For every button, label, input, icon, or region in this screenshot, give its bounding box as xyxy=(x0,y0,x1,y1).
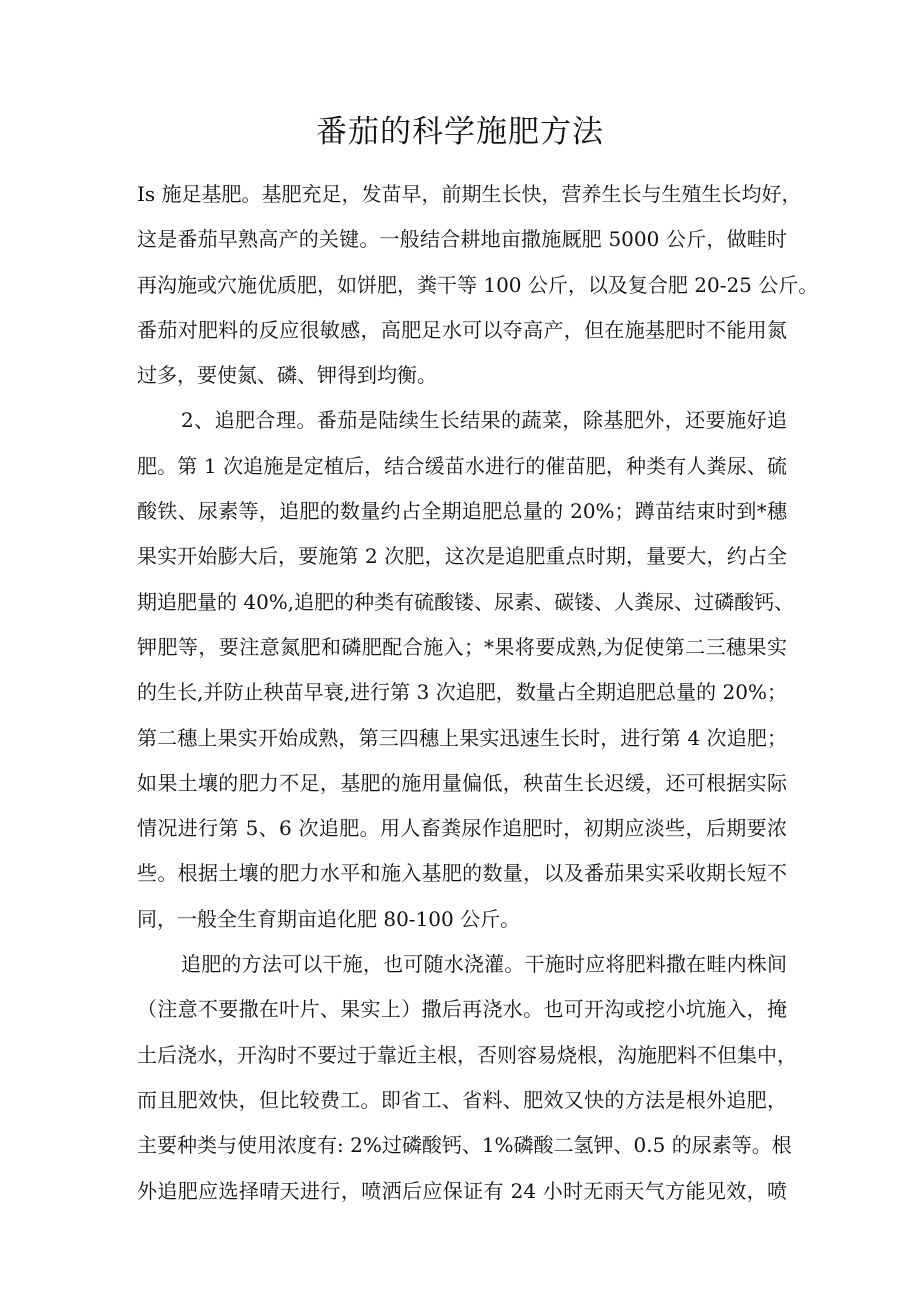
text-line: 同，一般全生育期亩追化肥 80-100 公斤。 xyxy=(137,906,521,931)
text-line: 期追肥量的 40%,追肥的种类有硫酸镂、尿素、碳镂、人粪尿、过磷酸钙、 xyxy=(137,589,795,614)
text-line: 过多，要使氮、磷、钾得到均衡。 xyxy=(137,363,437,388)
text-line: 情况进行第 5、6 次追肥。用人畜粪尿作追肥时，初期应淡些，后期要浓 xyxy=(137,816,787,841)
text-line: 追肥的方法可以干施，也可随水浇灌。干施时应将肥料撒在畦内株间 xyxy=(181,952,787,977)
paragraph-2 xyxy=(137,398,795,942)
text-line: （注意不要撒在叶片、果实上）撒后再浇水。也可开沟或挖小坑施入，掩 xyxy=(137,997,787,1022)
paragraph-1 xyxy=(137,172,819,398)
text-line: 果实开始膨大后，要施第 2 次肥，这次是追肥重点时期，量要大，约占全 xyxy=(137,544,787,569)
text-line: 酸铁、尿素等，追肥的数量约占全期追肥总量的 20%；蹲苗结束时到*穗 xyxy=(137,499,787,524)
text-line: 的生长,并防止秧苗早衰,进行第 3 次追肥，数量占全期追肥总量的 20%； xyxy=(137,680,787,705)
text-line: 而且肥效快，但比较费工。即省工、省料、肥效又快的方法是根外追肥， xyxy=(137,1087,787,1112)
text-line: 番茄对肥料的反应很敏感，高肥足水可以夺高产，但在施基肥时不能用氮 xyxy=(137,317,787,342)
text-line: Is 施足基肥。基肥充足，发苗早，前期生长快，营养生长与生殖生长均好， xyxy=(137,182,802,206)
document-body xyxy=(137,172,819,1214)
text-line: 肥。第 1 次追施是定植后，结合缓苗水进行的催苗肥，种类有人粪尿、硫 xyxy=(137,453,787,478)
text-line: 第二穗上果实开始成熟，第三四穗上果实迅速生长时，进行第 4 次追肥； xyxy=(137,725,787,750)
page-title: 番茄的科学施肥方法 xyxy=(316,114,604,150)
text-line: 这是番茄早熟高产的关键。一般结合耕地亩撒施厩肥 5000 公斤，做畦时 xyxy=(137,227,787,252)
text-line: 如果土壤的肥力不足，基肥的施用量偏低，秧苗生长迟缓，还可根据实际 xyxy=(137,770,787,795)
text-line: 钾肥等，要注意氮肥和磷肥配合施入；*果将要成熟,为促使第二三穗果实 xyxy=(137,634,787,659)
text-line: 2、追肥合理。番茄是陆续生长结果的蔬菜，除基肥外，还要施好追 xyxy=(181,408,787,433)
text-line: 些。根据土壤的肥力水平和施入基肥的数量，以及番茄果实采收期长短不 xyxy=(137,861,787,886)
paragraph-3 xyxy=(137,942,797,1214)
text-line: 再沟施或穴施优质肥，如饼肥，粪干等 100 公斤，以及复合肥 20-25 公斤。 xyxy=(137,272,819,297)
text-line: 土后浇水，开沟时不要过于靠近主根，否则容易烧根，沟施肥料不但集中， xyxy=(137,1042,797,1067)
text-line: 外追肥应选择晴天进行，喷洒后应保证有 24 小时无雨天气方能见效，喷 xyxy=(137,1178,787,1203)
text-line: 主要种类与使用浓度有: 2%过磷酸钙、1%磷酸二氢钾、0.5 的尿素等。根 xyxy=(137,1133,792,1158)
